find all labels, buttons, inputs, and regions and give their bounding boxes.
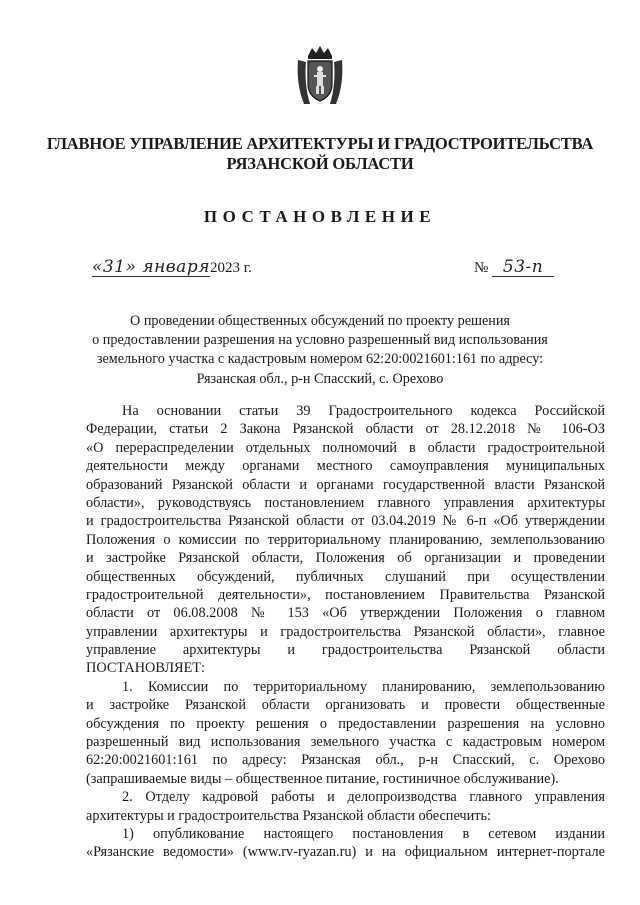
number-prefix: № [474,260,489,276]
subject-line: о предоставлении разрешения на условно разрешенный вид использования [92,332,548,349]
body-line: ПОСТАНОВЛЯЕТ: [86,660,206,677]
body-line: Положения о комиссии по территориальному планированию, землепользованию [86,531,605,548]
document-type-title: ПОСТАНОВЛЕНИЕ [203,207,437,226]
org-name-line-1: ГЛАВНОЕ УПРАВЛЕНИЕ АРХИТЕКТУРЫ И ГРАДОСТРОИТЕЛЬСТВА [46,134,594,153]
body-line: и градостроительства Рязанской области от 03.04.2019 № 6-п «Об утверждении [86,513,605,530]
body-line: 62:20:0021601:161 по адресу: Рязанская обл., р-н Спасский, с. Орехово [86,752,605,769]
body-line: «О перераспределении отдельных полномочий в области градостроительной [86,439,605,456]
body-line: (запрашиваемые виды – общественное питание, гостиничное обслуживание). [86,770,559,787]
subject-line: О проведении общественных обсуждений по проекту решения [130,313,510,329]
subject-line: Рязанская обл., р-н Спасский, с. Орехово [196,370,444,387]
body-line: 1) опубликование настоящего постановления в сетевом издании [122,825,605,842]
document-subject [60,312,580,389]
document-number [474,258,554,277]
date-handwritten: «31» января [92,257,210,277]
body-line: образований Рязанской области и органами государственной власти Рязанской [86,476,605,493]
body-line: управление архитектуры и градостроительства Рязанской области [86,642,605,659]
body-line: и застройке Рязанской области, Положения об организации и проведении [86,550,605,567]
body-line: На основании статьи 39 Градостроительного кодекса Российской [122,403,605,419]
body-line: общественных обсуждений, публичных слушаний при осуществлении [86,568,605,585]
coat-of-arms-emblem [294,44,346,108]
body-line: области», руководствуясь постановлением главного управления архитектуры [86,494,605,511]
body-line: 1. Комиссии по территориальному планированию, землепользованию [122,678,605,695]
body-line: деятельности между органами местного самоуправления муниципальных [86,458,605,475]
body-line: архитектуры и градостроительства Рязанской области обеспечить: [86,807,492,824]
body-line: разрешенный вид использования земельного участка с кадастровым номером [86,734,605,751]
body-line: градостроительной деятельности», постановлением Правительства Рязанской [86,586,605,603]
body-line: Федерации, статьи 2 Закона Рязанской области от 28.12.2018 № 106-ОЗ [86,421,605,438]
document-date [92,258,252,282]
org-name-line-2: РЯЗАНСКОЙ ОБЛАСТИ [226,154,414,173]
date-year: 2023 г. [209,260,252,276]
body-line: обсуждения по проекту решения о предоставлении разрешения на условно [86,715,605,732]
body-line: области от 06.08.2008 № 153 «Об утверждении Положения о главном [86,605,605,622]
body-line: и застройке Рязанской области организовать и провести общественные [86,697,605,714]
body-line: 2. Отделу кадровой работы и делопроизводства главного управления [122,789,605,806]
number-handwritten: 53-п [492,258,554,277]
subject-line: земельного участка с кадастровым номером 62:20:0021601:161 по адресу: [96,351,544,368]
document-body [86,402,605,862]
body-line: «Рязанские ведомости» (www.rv-ryazan.ru) и на официальном интернет-портале [86,844,605,861]
body-line: управлении архитектуры и градостроительства Рязанской области», главное [86,623,605,640]
